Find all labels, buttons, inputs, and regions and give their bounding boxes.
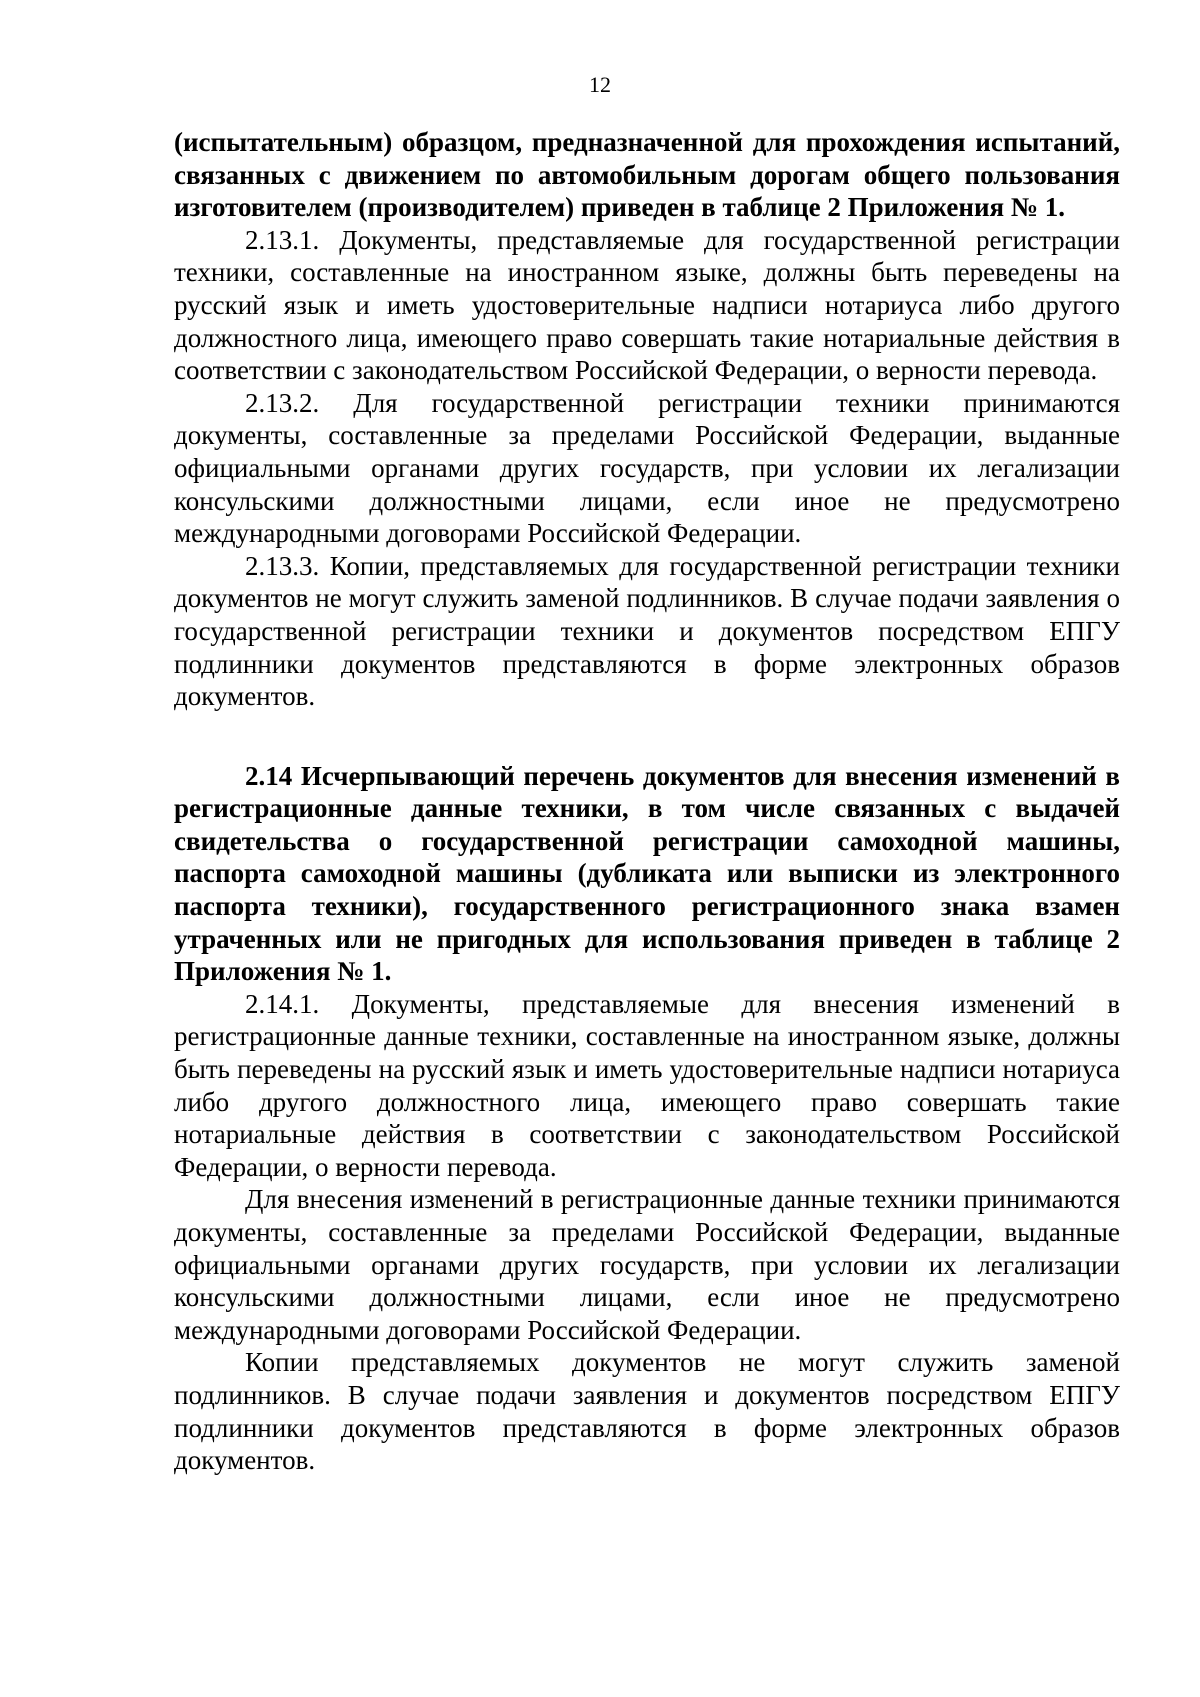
paragraph-2-13-1: 2.13.1. Документы, представляемые для государственной регистрации техники, составленные на иностранном языке, должны быть переведены на русский язык и иметь удостоверительные надписи нотариуса либо другого должностного лица, имеющего право совершать такие нотариальные действия в соответствии с законодательством Российской Федерации, о верности перевода. (174, 224, 1120, 386)
section-gap (174, 713, 1120, 760)
document-body (174, 126, 1120, 1477)
section-heading-2-14: 2.14 Исчерпывающий перечень документов для внесения изменений в регистрационные данные техники, в том числе связанных с выдачей свидетельства о государственной регистрации самоходной машины, паспорта самоходной машины (дубликата или выписки из электронного паспорта техники), государственного регистрационного знака взамен утраченных или не пригодных для использования приведен в таблице 2 Приложения № 1. (174, 760, 1120, 987)
page-number: 12 (589, 72, 611, 97)
paragraph-2-13-3: 2.13.3. Копии, представляемых для государственной регистрации техники документов не могут служить заменой подлинников. В случае подачи заявления о государственной регистрации техники и документов посредством ЕПГУ подлинники документов представляются в форме электронных образов документов. (174, 550, 1120, 712)
paragraph-2-13-2: 2.13.2. Для государственной регистрации техники принимаются документы, составленные за пределами Российской Федерации, выданные официальными органами других государств, при условии их легализации консульскими должностными лицами, если иное не предусмотрено международными договорами Российской Федерации. (174, 387, 1120, 549)
paragraph-copies: Копии представляемых документов не могут служить заменой подлинников. В случае подачи заявления и документов посредством ЕПГУ подлинники документов представляются в форме электронных образов документов. (174, 1347, 1120, 1476)
paragraph-foreign-documents: Для внесения изменений в регистрационные данные техники принимаются документы, составленные за пределами Российской Федерации, выданные официальными органами других государств, при условии их легализации консульскими должностными лицами, если иное не предусмотрено международными договорами Российской Федерации. (174, 1184, 1120, 1345)
paragraph-continuation-bold: (испытательным) образцом, предназначенной для прохождения испытаний, связанных с движением по автомобильным дорогам общего пользования изготовителем (производителем) приведен в таблице 2 Приложения № 1. (174, 127, 1120, 223)
paragraph-2-14-1: 2.14.1. Документы, представляемые для внесения изменений в регистрационные данные техники, составленные на иностранном языке, должны быть переведены на русский язык и иметь удостоверительные надписи нотариуса либо другого должностного лица, имеющего право совершать такие нотариальные действия в соответствии с законодательством Российской Федерации, о верности перевода. (174, 988, 1120, 1182)
